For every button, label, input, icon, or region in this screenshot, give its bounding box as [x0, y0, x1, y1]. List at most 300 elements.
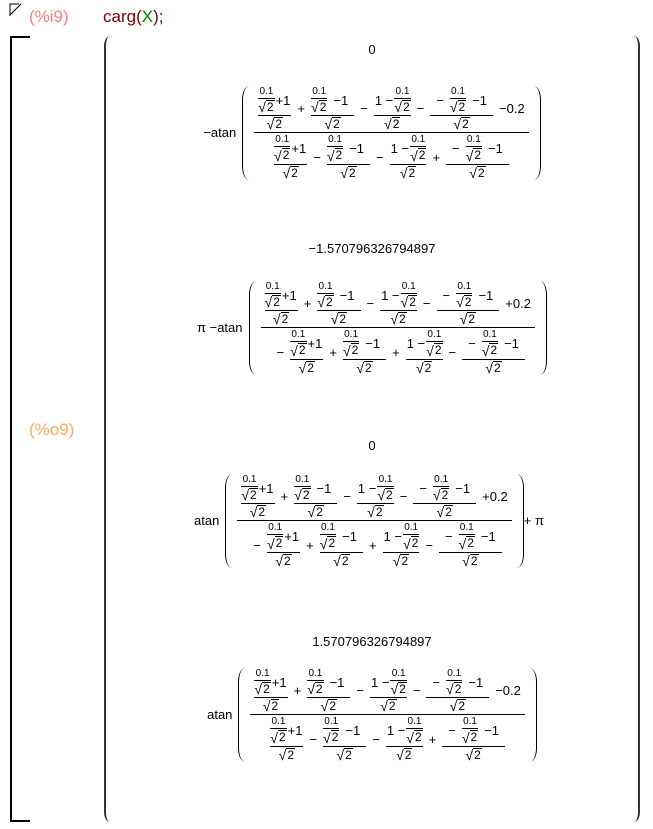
small-fraction — [317, 281, 333, 309]
small-fraction — [482, 329, 498, 357]
sqrt-2 — [275, 554, 291, 568]
numerator — [241, 474, 274, 502]
sqrt-2 — [273, 312, 289, 326]
term-fraction — [343, 329, 386, 374]
sqrt-2 — [274, 148, 290, 162]
radicand: 2 — [287, 747, 295, 762]
operator: − — [425, 537, 433, 553]
inner-expr — [370, 668, 407, 696]
small-fraction — [401, 281, 417, 309]
one-minus: 1 − — [357, 480, 377, 496]
radical-icon: √ — [274, 147, 282, 164]
term-fraction — [327, 134, 370, 179]
inner-expr — [311, 86, 354, 114]
small-fraction — [267, 522, 283, 550]
numerator — [442, 716, 505, 744]
denominator — [459, 536, 475, 550]
small-fraction — [450, 86, 466, 114]
numerator — [483, 329, 497, 340]
sqrt-2 — [446, 682, 462, 696]
operator: − — [313, 149, 321, 165]
fraction-bar — [311, 115, 354, 116]
inner-expr — [439, 522, 502, 550]
fraction-bar — [386, 746, 423, 747]
operator: − — [366, 296, 375, 312]
denominator — [275, 554, 291, 568]
small-fraction — [456, 281, 472, 309]
radicand: 2 — [348, 165, 356, 180]
radical-icon: √ — [426, 342, 434, 359]
parenthesized — [225, 474, 523, 568]
term-fraction — [307, 668, 350, 713]
denominator — [241, 488, 257, 502]
denominator — [331, 312, 347, 326]
fraction-bar — [261, 327, 535, 328]
constant: −0.2 — [495, 683, 521, 699]
matrix-value: 0 — [368, 42, 376, 57]
small-fraction — [265, 281, 281, 309]
minus-one: −1 — [484, 722, 500, 738]
small-fraction — [433, 474, 449, 502]
numerator — [463, 716, 477, 727]
radical-icon: √ — [367, 504, 375, 521]
sqrt-2 — [456, 295, 472, 309]
term-fraction — [320, 522, 363, 567]
one-minus: 1 − — [390, 140, 410, 156]
fraction-bar — [370, 697, 407, 698]
term-fraction — [294, 474, 337, 519]
small-fraction — [377, 474, 393, 502]
small-fraction — [426, 329, 442, 357]
numerator — [392, 668, 406, 679]
small-fraction — [466, 134, 482, 162]
radicand: 2 — [258, 505, 266, 520]
denominator — [333, 554, 349, 568]
denominator — [380, 699, 396, 713]
denominator — [403, 536, 419, 550]
radical-icon: √ — [449, 698, 458, 715]
sqrt-2 — [384, 117, 400, 131]
neg: − — [468, 335, 476, 351]
radicand: 2 — [282, 148, 290, 163]
term-fraction — [437, 281, 500, 326]
numerator — [291, 329, 305, 340]
radical-icon: √ — [390, 681, 399, 698]
numerator — [259, 86, 273, 97]
denominator — [462, 554, 478, 568]
radical-icon: √ — [458, 535, 467, 552]
radicand: 2 — [316, 505, 323, 520]
radicand: 2 — [468, 312, 476, 327]
small-fraction — [462, 716, 478, 744]
term-fraction — [413, 474, 476, 519]
denominator — [410, 148, 426, 162]
radicand: 2 — [392, 117, 400, 132]
inner-expr — [462, 329, 525, 357]
parenthesized — [242, 86, 540, 180]
radical-icon: √ — [278, 746, 287, 763]
sqrt-2 — [356, 361, 372, 375]
denominator — [327, 148, 343, 162]
radicand: 2 — [404, 747, 412, 762]
term-fraction — [446, 134, 509, 179]
small-fraction — [343, 329, 359, 357]
one-minus: 1 − — [383, 528, 402, 544]
small-num: 0.1 — [395, 86, 410, 97]
fraction-bar — [258, 115, 291, 116]
radicand: 2 — [325, 295, 333, 309]
operator: − — [412, 683, 421, 699]
denominator — [426, 343, 442, 357]
numerator — [426, 668, 489, 696]
sqrt-2 — [279, 748, 295, 762]
small-num: 0.1 — [275, 134, 290, 146]
term-fraction — [462, 329, 525, 374]
small-num: 0.1 — [242, 474, 257, 485]
minus-one: −1 — [468, 674, 484, 690]
sqrt-2 — [482, 343, 498, 357]
fraction-bar — [327, 164, 370, 165]
sqrt-2 — [450, 100, 466, 114]
denominator — [311, 100, 327, 114]
sqrt-2 — [267, 117, 283, 131]
operator: − — [360, 101, 368, 117]
radical-icon: √ — [307, 504, 316, 521]
numerator — [320, 522, 363, 550]
denominator — [308, 505, 324, 519]
inner-expr — [446, 134, 509, 162]
denominator — [290, 343, 306, 357]
numerator — [261, 281, 535, 326]
sqrt-2 — [380, 699, 396, 713]
sqrt-2 — [396, 748, 412, 762]
term-fraction — [386, 716, 423, 761]
radicand: 2 — [454, 682, 462, 696]
denominator — [462, 730, 478, 744]
sqrt-2 — [282, 166, 298, 180]
sqrt-2 — [241, 488, 257, 502]
radical-icon: √ — [307, 681, 315, 698]
radicand: 2 — [315, 682, 323, 696]
sqrt-2 — [393, 554, 409, 568]
fraction-bar — [320, 552, 363, 553]
operator: − — [372, 731, 380, 747]
inner-expr — [386, 716, 423, 744]
radicand: 2 — [408, 165, 416, 180]
radicand: 2 — [399, 682, 406, 696]
operator: + — [368, 537, 377, 553]
numerator — [307, 668, 350, 696]
term-fraction — [406, 329, 443, 374]
input-open: ( — [136, 7, 142, 26]
radical-icon: √ — [319, 535, 328, 552]
operator: − — [376, 149, 384, 165]
radical-icon: √ — [336, 746, 345, 763]
radical-icon: √ — [320, 698, 329, 715]
operator: − — [253, 537, 261, 553]
radicand: 2 — [328, 536, 336, 551]
denominator — [336, 748, 352, 762]
sqrt-2 — [308, 505, 324, 519]
numerator — [319, 281, 333, 292]
sqrt-2 — [410, 148, 426, 162]
numerator — [383, 522, 420, 550]
operator: − — [343, 489, 351, 505]
numerator — [271, 716, 285, 727]
radical-icon: √ — [258, 99, 266, 116]
sqrt-2 — [416, 361, 432, 375]
denominator — [390, 312, 406, 326]
numerator — [267, 522, 300, 550]
small-fraction — [270, 716, 286, 744]
fraction-bar — [437, 310, 500, 311]
term-fraction — [258, 86, 291, 131]
parenthesized — [249, 281, 547, 375]
small-fraction — [403, 522, 419, 550]
neg: − — [448, 722, 456, 738]
small-num: 0.1 — [466, 134, 481, 146]
small-num: 0.1 — [344, 329, 359, 341]
inner-expr — [290, 329, 323, 357]
term-fraction — [311, 86, 354, 131]
small-num: 0.1 — [378, 474, 393, 485]
input-close: ); — [153, 7, 164, 26]
numerator — [380, 281, 417, 309]
radicand: 2 — [474, 148, 482, 163]
numerator — [437, 281, 500, 309]
sqrt-2 — [403, 536, 419, 550]
radicand: 2 — [275, 536, 283, 551]
fraction-bar — [274, 164, 307, 165]
denominator — [433, 488, 449, 502]
numerator — [327, 134, 370, 162]
sqrt-2 — [323, 730, 339, 744]
numerator — [411, 134, 425, 145]
small-num: 0.1 — [291, 329, 306, 341]
radical-icon: √ — [266, 116, 275, 133]
small-num: 0.1 — [401, 281, 416, 292]
neg: − — [432, 674, 441, 690]
term-fraction — [265, 281, 298, 326]
radicand: 2 — [339, 312, 347, 327]
minus-one: −1 — [455, 480, 471, 496]
radical-icon: √ — [272, 311, 281, 328]
plus-one: +1 — [287, 722, 303, 738]
sqrt-2 — [321, 699, 337, 713]
term-fraction — [383, 522, 420, 567]
radicand: 2 — [333, 117, 340, 132]
plus-one: +1 — [281, 287, 297, 303]
radical-icon: √ — [340, 164, 348, 181]
sqrt-2 — [433, 488, 449, 502]
inner-expr — [254, 668, 287, 696]
numerator — [250, 668, 524, 713]
inner-expr — [258, 86, 291, 114]
numerator — [274, 134, 307, 162]
radicand: 2 — [250, 488, 257, 502]
sum — [254, 86, 528, 131]
numerator — [243, 474, 257, 485]
fraction-bar — [250, 714, 524, 715]
radicand: 2 — [467, 536, 474, 551]
denominator — [469, 166, 485, 180]
small-fraction — [307, 668, 323, 696]
radicand: 2 — [281, 312, 289, 327]
fraction-bar — [237, 520, 511, 521]
numerator — [237, 474, 511, 519]
numerator — [268, 522, 282, 533]
radicand: 2 — [424, 360, 432, 375]
operator: − — [309, 731, 318, 747]
atan-argument-fraction — [250, 668, 524, 762]
denominator — [266, 716, 509, 761]
numerator — [374, 86, 411, 114]
denominator — [406, 730, 422, 744]
radicand: 2 — [298, 343, 306, 358]
radical-icon: √ — [415, 359, 424, 376]
radicand: 2 — [351, 343, 359, 358]
operator: + — [297, 101, 306, 117]
small-fraction — [446, 668, 462, 696]
term-fraction — [270, 716, 303, 761]
small-num: 0.1 — [457, 281, 472, 292]
small-fraction — [406, 716, 422, 744]
denominator — [267, 329, 529, 374]
operator: − — [399, 489, 408, 505]
output-matrix — [104, 36, 640, 822]
input-expression[interactable] — [103, 7, 163, 27]
denominator — [465, 748, 481, 762]
small-fraction — [320, 522, 336, 550]
function-prefix: atan — [194, 513, 220, 529]
inner-expr — [343, 329, 386, 357]
denominator — [270, 134, 513, 179]
small-fraction — [327, 134, 343, 162]
input-label: (%i9) — [29, 7, 69, 26]
numerator — [294, 474, 337, 502]
sum — [237, 474, 511, 519]
matrix-value: −1.570796326794897 — [308, 241, 436, 256]
operator: − — [422, 296, 431, 312]
sum — [261, 281, 535, 326]
radicand: 2 — [329, 699, 336, 714]
radicand: 2 — [307, 360, 314, 375]
term-fraction — [370, 668, 407, 713]
radical-icon: √ — [462, 552, 470, 569]
fraction-bar — [413, 503, 476, 504]
radicand: 2 — [302, 488, 310, 502]
fraction-bar — [294, 503, 337, 504]
small-num: 0.1 — [320, 522, 335, 534]
operator: + — [329, 344, 337, 360]
radicand: 2 — [345, 747, 352, 762]
numerator — [467, 134, 481, 145]
one-minus: 1 − — [406, 335, 426, 351]
radical-icon: √ — [406, 729, 414, 746]
sqrt-2 — [270, 730, 286, 744]
atan-argument-fraction — [237, 474, 511, 568]
radical-icon: √ — [275, 552, 284, 569]
numerator — [324, 716, 338, 727]
radical-icon: √ — [436, 504, 445, 521]
sum — [267, 329, 529, 374]
fraction-bar — [406, 359, 443, 360]
radical-icon: √ — [380, 698, 388, 715]
minus-one: −1 — [472, 92, 488, 108]
small-num: 0.1 — [391, 668, 406, 679]
minus-one: −1 — [349, 140, 365, 156]
numerator — [266, 281, 280, 292]
inner-expr — [294, 474, 337, 502]
radical-icon: √ — [377, 487, 386, 504]
sqrt-2 — [437, 505, 453, 519]
sqrt-2 — [263, 699, 279, 713]
numerator — [370, 668, 407, 696]
sqrt-2 — [460, 312, 476, 326]
fraction-bar — [307, 697, 350, 698]
radical-icon: √ — [323, 729, 331, 746]
sqrt-2 — [267, 536, 283, 550]
operator: + — [392, 344, 400, 360]
radicand: 2 — [445, 505, 452, 520]
radical-icon: √ — [266, 535, 275, 552]
small-fraction — [241, 474, 257, 502]
sqrt-2 — [462, 730, 478, 744]
one-minus: 1 − — [371, 674, 390, 690]
atan-argument-fraction — [261, 281, 535, 375]
sqrt-2 — [469, 166, 485, 180]
sqrt-2 — [254, 682, 270, 696]
small-fraction — [254, 668, 270, 696]
sqrt-2 — [400, 166, 416, 180]
radicand: 2 — [414, 730, 422, 745]
denominator — [324, 117, 340, 131]
minus-one: −1 — [488, 140, 503, 156]
sqrt-2 — [290, 343, 306, 357]
sqrt-2 — [401, 295, 417, 309]
denominator — [450, 100, 466, 114]
radicand: 2 — [490, 343, 498, 358]
radicand: 2 — [375, 505, 383, 520]
denominator — [307, 682, 323, 696]
small-fraction — [274, 134, 290, 162]
fraction-bar — [430, 115, 493, 116]
term-fraction — [241, 474, 274, 519]
radicand: 2 — [331, 730, 339, 745]
numerator — [395, 86, 409, 97]
denominator — [450, 699, 466, 713]
sqrt-2 — [250, 505, 266, 519]
cell-bracket-output[interactable] — [10, 36, 30, 822]
inner-expr — [307, 668, 350, 696]
one-minus: 1 − — [386, 722, 406, 738]
sqrt-2 — [394, 100, 410, 114]
denominator — [400, 166, 416, 180]
radicand: 2 — [464, 295, 472, 309]
radicand: 2 — [263, 682, 270, 696]
numerator — [457, 281, 471, 292]
small-num: 0.1 — [404, 522, 419, 534]
sqrt-2 — [466, 148, 482, 162]
radical-icon: √ — [469, 164, 477, 181]
small-fraction — [290, 329, 306, 357]
radical-icon: √ — [392, 552, 401, 569]
fraction-bar — [374, 115, 411, 116]
cell-bracket-input-icon[interactable] — [9, 3, 27, 16]
radical-icon: √ — [432, 487, 441, 504]
numerator — [344, 329, 358, 340]
denominator — [258, 100, 274, 114]
